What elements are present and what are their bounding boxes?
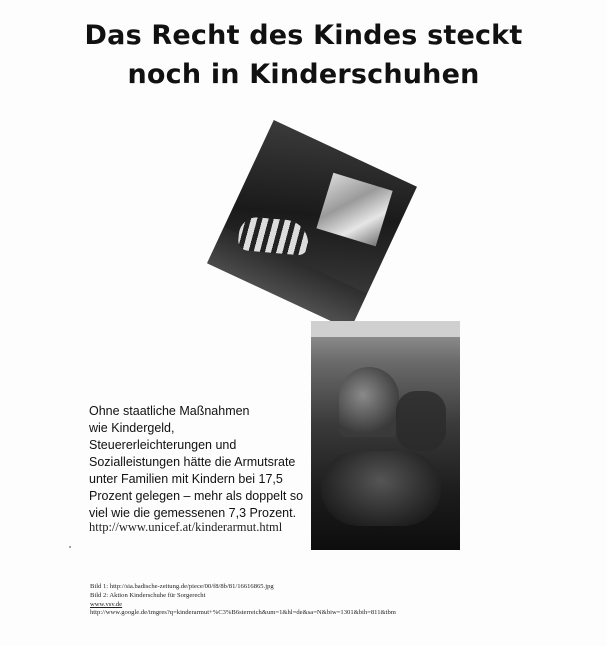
- credit-line-3: http://www.google.de/imgres?q=kinderarmut+%C3%B6sterreich&um=1&hl=de&sa=N&biw=1301&bih=811&tbm: [90, 609, 396, 617]
- body-line: Prozent gelegen – mehr als doppelt so: [89, 489, 304, 503]
- photo-shape: [321, 451, 441, 526]
- photo-shape: [339, 367, 399, 437]
- photo-banner-strip: [311, 321, 460, 337]
- photo-shape: [396, 391, 446, 451]
- body-line: Ohne staatliche Maßnahmen: [89, 404, 250, 418]
- children-shoes-photo: [207, 120, 417, 330]
- body-paragraph: [89, 403, 319, 522]
- photo-shoe: [237, 216, 310, 256]
- unicef-link[interactable]: http://www.unicef.at/kinderarmut.html: [89, 520, 283, 534]
- body-line: viel wie die gemessenen 7,3 Prozent.: [89, 506, 297, 520]
- page-title: [0, 16, 607, 94]
- body-line: Sozialleistungen hätte die Armutsrate: [89, 455, 296, 469]
- body-line: Steuererleichterungen und: [89, 438, 237, 452]
- credit-line-2: [90, 592, 396, 610]
- body-line: wie Kindergeld,: [89, 421, 175, 435]
- credit-link[interactable]: www.vsv.de: [90, 600, 123, 608]
- body-line: unter Familien mit Kindern bei 17,5: [89, 472, 283, 486]
- title-line-2: noch in Kinderschuhen: [127, 59, 480, 90]
- scan-speck: [69, 546, 71, 548]
- shoes-action-photo: [311, 321, 460, 550]
- credit-line-1: Bild 1: http://sia.badische-zeitung.de/piece/00/f8/8b/81/16616865.jpg: [90, 583, 274, 590]
- title-line-1: Das Recht des Kindes steckt: [84, 20, 523, 51]
- image-credits: [90, 583, 396, 618]
- photo-bag: [316, 173, 392, 247]
- credit-line-2-prefix: Bild 2: Aktion Kinderschuhe für Sorgerecht: [90, 591, 206, 599]
